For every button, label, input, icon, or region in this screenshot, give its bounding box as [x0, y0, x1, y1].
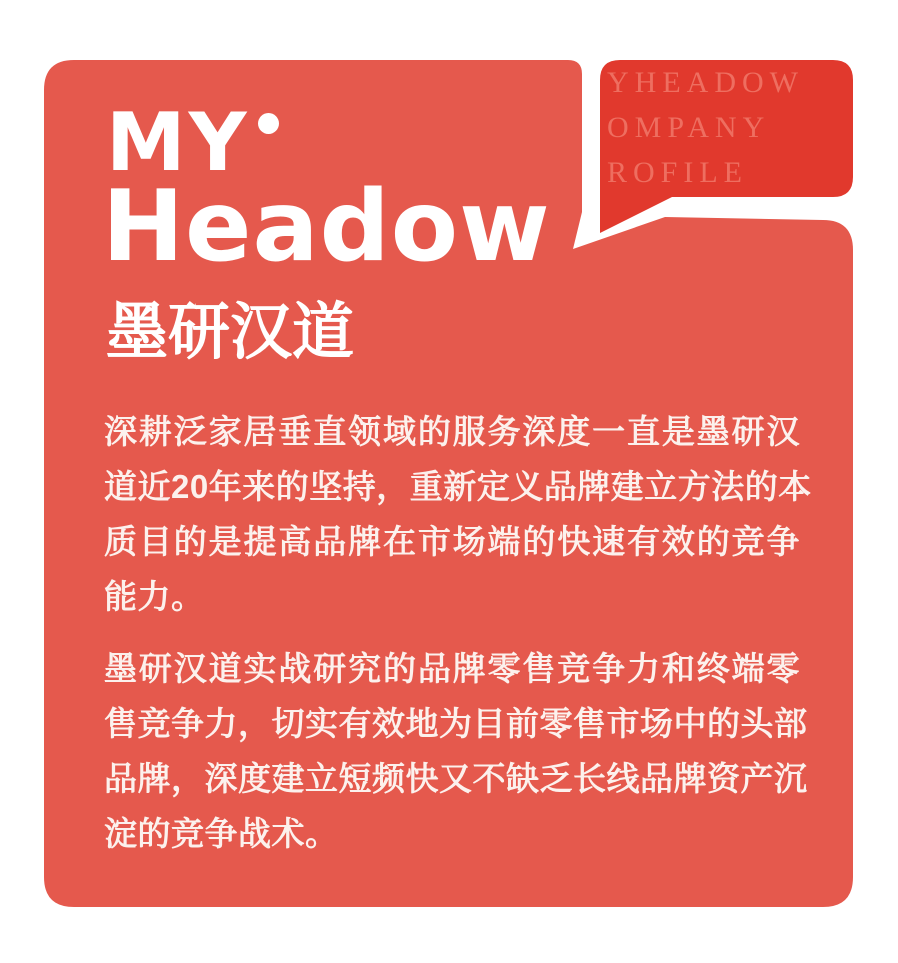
- paragraph-1-line: 质目的是提高品牌在市场端的快速有效的竞争: [104, 523, 800, 560]
- brand-name-cn: 墨研汉道: [106, 298, 355, 367]
- paragraph-2-line: 墨研汉道实战研究的品牌零售竞争力和终端零: [104, 650, 800, 687]
- paragraph-1-line: 道近20年来的坚持，重新定义品牌建立方法的本: [104, 468, 812, 505]
- watermark-line-3: ROFILE: [607, 156, 748, 189]
- watermark-line-2: OMPANY: [607, 111, 771, 144]
- paragraph-2: [104, 641, 808, 861]
- watermark-line-1: YHEADOW: [607, 66, 804, 99]
- logo-headow: Headow: [102, 170, 551, 284]
- paragraph-2-line: 售竞争力，切实有效地为目前零售市场中的头部: [104, 705, 808, 742]
- logo-my: MY: [106, 96, 250, 189]
- paragraph-1: [104, 404, 812, 624]
- paragraph-1-line: 能力。: [104, 578, 205, 615]
- bubble-watermark: [607, 60, 857, 195]
- paragraph-1-line: 深耕泛家居垂直领域的服务深度一直是墨研汉: [104, 413, 800, 450]
- logo-dot-icon: [258, 113, 279, 134]
- paragraph-2-line: 品牌，深度建立短频快又不缺乏长线品牌资产沉: [104, 760, 808, 797]
- intro-paragraphs: [104, 404, 812, 861]
- paragraph-2-line: 淀的竞争战术。: [104, 815, 339, 852]
